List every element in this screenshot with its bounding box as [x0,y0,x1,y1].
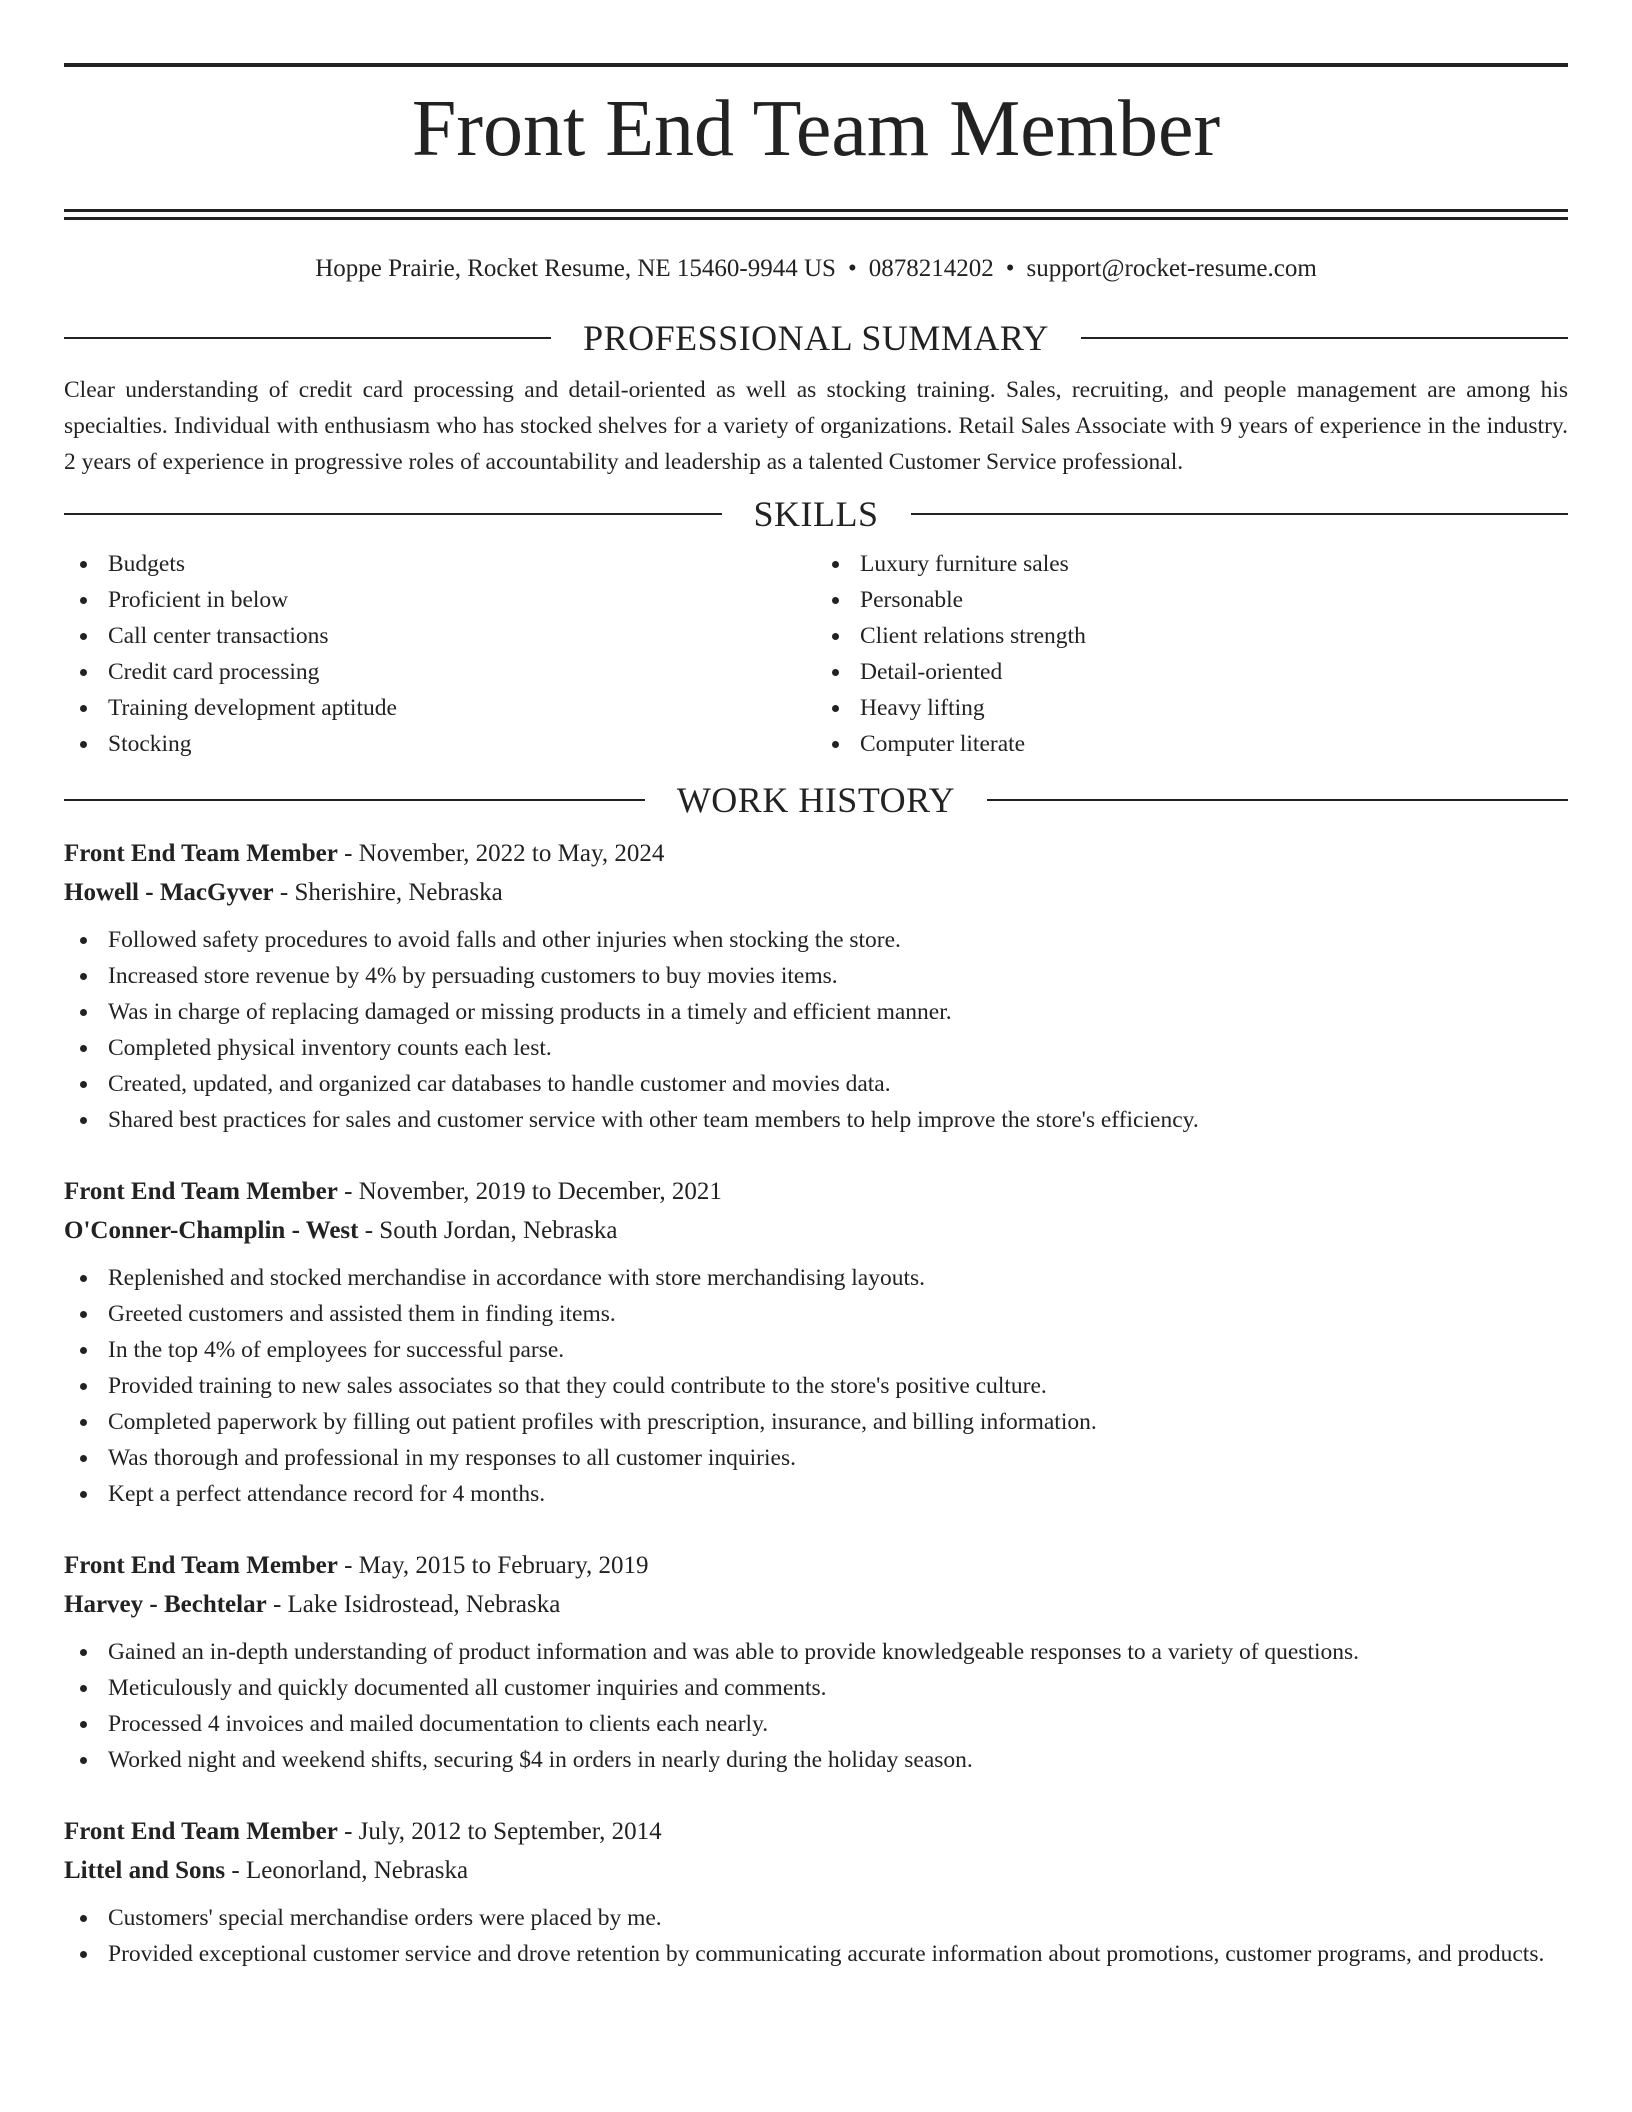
job-location: - Sherishire, Nebraska [273,879,503,906]
skills-section [64,494,1568,762]
contact-phone: 0878214202 [868,255,994,282]
job-title-line [64,1172,1568,1211]
skill-item: Credit card processing [64,654,816,690]
header-top-rule [64,63,1568,67]
job-title-line [64,1812,1568,1851]
job-title-line [64,834,1568,873]
job-title: Front End Team Member [64,1552,338,1579]
skill-item: Client relations strength [816,618,1568,654]
skills-heading-row [64,494,1568,534]
resume-name: Front End Team Member [411,85,1221,173]
job-bullet: Kept a perfect attendance record for 4 months. [64,1476,1568,1512]
summary-heading-row [64,318,1568,358]
heading-rule-right [911,513,1569,515]
skill-item: Training development aptitude [64,690,816,726]
job-dates: - November, 2022 to May, 2024 [337,840,665,867]
job-title: Front End Team Member [64,840,338,867]
job-bullet: Greeted customers and assisted them in finding items. [64,1296,1568,1332]
job-company: Howell - MacGyver [64,879,274,906]
job-title: Front End Team Member [64,1818,338,1845]
job-title-line [64,1546,1568,1585]
job-company-line [64,1585,1568,1624]
job-location: - Leonorland, Nebraska [225,1857,469,1884]
job-dates: - November, 2019 to December, 2021 [337,1178,722,1205]
heading-rule-right [1081,337,1568,339]
header-double-rule [64,209,1568,220]
skill-item: Proficient in below [64,582,816,618]
job-bullet: Meticulously and quickly documented all customer inquiries and comments. [64,1670,1568,1706]
job-title: Front End Team Member [64,1178,338,1205]
summary-heading: PROFESSIONAL SUMMARY [583,318,1049,358]
job-bullet: Replenished and stocked merchandise in accordance with store merchandising layouts. [64,1260,1568,1296]
job-bullets [64,1260,1568,1512]
job-location: - South Jordan, Nebraska [358,1217,618,1244]
skill-item: Luxury furniture sales [816,546,1568,582]
job-entry [64,1546,1568,1778]
work-heading-row [64,780,1568,820]
skill-item: Computer literate [816,726,1568,762]
contact-address: Hoppe Prairie, Rocket Resume, NE 15460-9944 US [315,255,836,282]
job-company-line [64,1851,1568,1890]
job-bullet: Worked night and weekend shifts, securing $4 in orders in nearly during the holiday season. [64,1742,1568,1778]
heading-rule-left [64,337,551,339]
job-bullet: Created, updated, and organized car databases to handle customer and movies data. [64,1066,1568,1102]
job-bullet: Was in charge of replacing damaged or missing products in a timely and efficient manner. [64,994,1568,1030]
contact-line [64,254,1568,284]
summary-text: Clear understanding of credit card processing and detail-oriented as well as stocking training. Sales, recruiting, and people management are among his specialties. Individual with enthusiasm who has stocked shelves for a variety of organizations. Retail Sales Associate with 9 years of experience in the industry. 2 years of experience in progressive roles of accountability and leadership as a talented Customer Service professional. [64,377,1568,475]
job-bullet: Provided exceptional customer service and drove retention by communicating accurate information about promotions, customer programs, and products. [64,1936,1568,1972]
job-entry [64,1172,1568,1512]
job-bullet: Customers' special merchandise orders were placed by me. [64,1900,1568,1936]
skill-item: Detail-oriented [816,654,1568,690]
job-dates: - July, 2012 to September, 2014 [337,1818,662,1845]
work-heading: WORK HISTORY [676,780,956,820]
skills-column-right [816,546,1568,762]
heading-rule-left [64,513,722,515]
job-bullet: Shared best practices for sales and customer service with other team members to help improve the store's efficiency. [64,1102,1568,1138]
skills-column-left [64,546,816,762]
job-bullets [64,922,1568,1138]
job-bullet: In the top 4% of employees for successful parse. [64,1332,1568,1368]
contact-email: support@rocket-resume.com [1026,255,1317,282]
job-location: - Lake Isidrostead, Nebraska [266,1591,561,1618]
job-bullet: Increased store revenue by 4% by persuading customers to buy movies items. [64,958,1568,994]
skills-columns [64,546,1568,762]
job-company: Littel and Sons [64,1857,226,1884]
job-bullet: Provided training to new sales associates so that they could contribute to the store's positive culture. [64,1368,1568,1404]
work-history-section [64,780,1568,1972]
job-bullet: Was thorough and professional in my responses to all customer inquiries. [64,1440,1568,1476]
job-bullet: Gained an in-depth understanding of product information and was able to provide knowledgeable responses to a variety of questions. [64,1634,1568,1670]
job-bullet: Completed physical inventory counts each lest. [64,1030,1568,1066]
job-company: Harvey - Bechtelar [64,1591,267,1618]
job-company-line [64,873,1568,912]
skill-item: Stocking [64,726,816,762]
job-dates: - May, 2015 to February, 2019 [337,1552,649,1579]
skills-heading: SKILLS [753,494,879,534]
job-company-line [64,1211,1568,1250]
job-company: O'Conner-Champlin - West [64,1217,359,1244]
contact-separator: • [847,255,857,282]
heading-rule-right [987,799,1568,801]
skill-item: Personable [816,582,1568,618]
skill-item: Call center transactions [64,618,816,654]
contact-separator: • [1005,255,1015,282]
heading-rule-left [64,799,645,801]
job-entry [64,1812,1568,1972]
resume-header [64,0,1568,284]
summary-section [64,318,1568,480]
job-bullet: Followed safety procedures to avoid falls and other injuries when stocking the store. [64,922,1568,958]
job-bullets [64,1900,1568,1972]
job-entry [64,834,1568,1138]
job-bullet: Completed paperwork by filling out patient profiles with prescription, insurance, and billing information. [64,1404,1568,1440]
skill-item: Budgets [64,546,816,582]
job-bullets [64,1634,1568,1778]
skill-item: Heavy lifting [816,690,1568,726]
job-bullet: Processed 4 invoices and mailed documentation to clients each nearly. [64,1706,1568,1742]
